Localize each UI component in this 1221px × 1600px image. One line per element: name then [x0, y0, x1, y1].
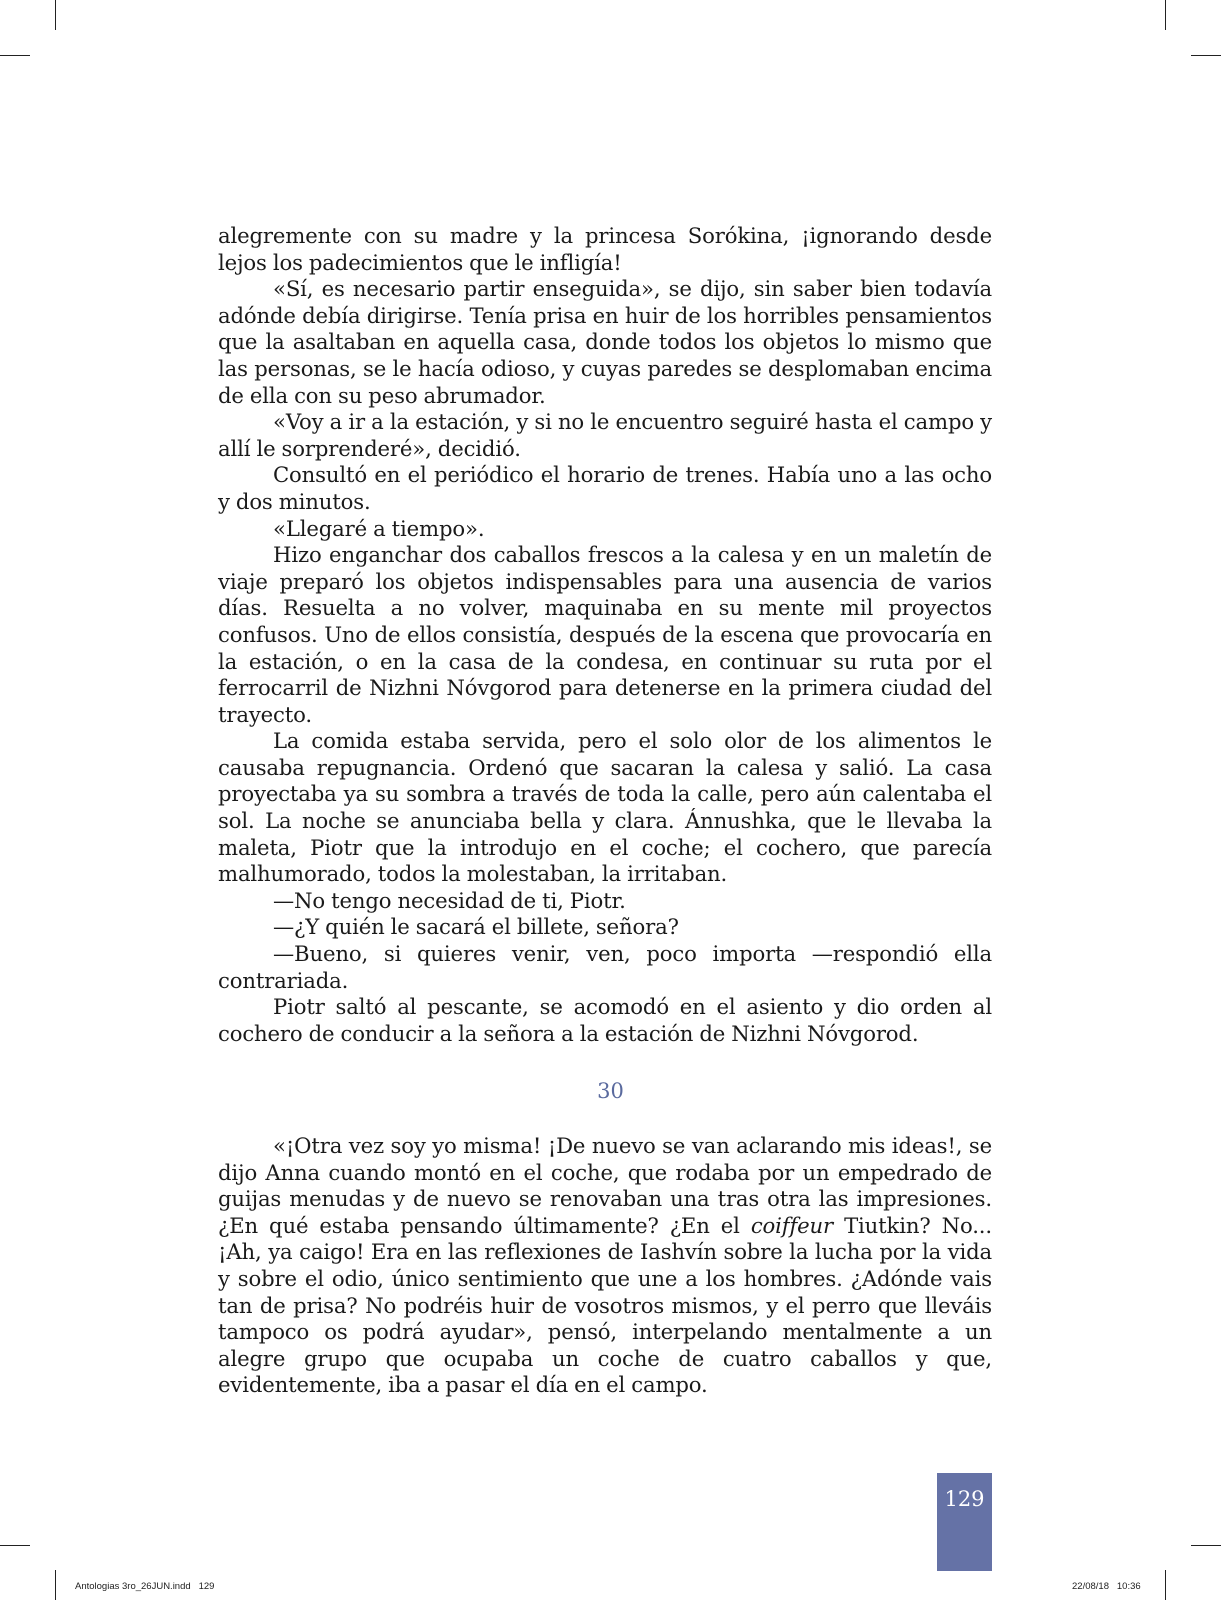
- paragraph: —No tengo necesidad de ti, Piotr.: [273, 887, 626, 913]
- crop-mark: [1191, 55, 1221, 56]
- paragraph-text: Tiutkin? No... ¡Ah, ya caigo! Era en las reflexiones de Iashvín sobre la lucha por la vida y sobre el odio, único sentimiento que une a los hombres. ¿Adónde vais tan de prisa? No podréis huir de vosotros mismos, y el perro que lleváis tampoco os podrá ayudar», pensó, interpelando mentalmente a un alegre grupo que ocupaba un coche de cuatro caballos y que, evidentemente, iba a pasar el día en el campo.: [218, 1212, 992, 1398]
- paragraph: alegremente con su madre y la princesa Sorókina, ¡ignorando desde lejos los padecimientos que le infligía!: [218, 223, 992, 275]
- crop-mark: [1165, 0, 1166, 30]
- paragraph: La comida estaba servida, pero el solo olor de los alimentos le causaba repugnancia. Ordenó que sacaran la calesa y salió. La casa proyectaba ya su sombra a través de toda la calle, pero aún calentaba el sol. La noche se anunciaba bella y clara. Ánnushka, que le llevaba la maleta, Piotr que la introdujo en el coche; el cochero, que parecía malhumorado, todos la molestaban, la irritaban.: [218, 728, 992, 887]
- crop-mark: [1191, 1545, 1221, 1546]
- paragraph: «Sí, es necesario partir enseguida», se dijo, sin saber bien todavía adónde debía dirigirse. Tenía prisa en huir de los horribles pensamientos que la asaltaban en aquella casa, donde todos los objetos lo mismo que las personas, se le hacía odioso, y cuyas paredes se desplomaban encima de ella con su peso abrumador.: [218, 276, 992, 408]
- body-text-bottom: [218, 1133, 992, 1399]
- paragraph-text: «¡Otra vez soy yo misma! ¡De nuevo se van aclarando mis ideas!, se dijo Anna cuando montó en el coche, que rodaba por un empedrado de guijas menudas y de nuevo se renovaban una tras otra las impresiones. ¿En qué estaba pensando últimamente? ¿En el: [218, 1133, 992, 1238]
- folio-tab: [937, 1473, 992, 1571]
- crop-mark: [0, 55, 30, 56]
- chapter-number: 30: [597, 1079, 624, 1103]
- page-number: 129: [944, 1487, 985, 1511]
- paragraph: —¿Y quién le sacará el billete, señora?: [273, 914, 679, 940]
- paragraph: Hizo enganchar dos caballos frescos a la calesa y en un maletín de viaje preparó los objetos indispensables para una ausencia de varios días. Resuelta a no volver, maquinaba en su mente mil proyectos confusos. Uno de ellos consistía, después de la escena que provocaría en la estación, o en la casa de la condesa, en continuar su ruta por el ferrocarril de Nizhni Nóvgorod para detenerse en la primera ciudad del trayecto.: [218, 542, 992, 727]
- paragraph: Piotr saltó al pescante, se acomodó en el asiento y dio orden al cochero de conducir a la señora a la estación de Nizhni Nóvgorod.: [218, 994, 992, 1046]
- crop-mark: [55, 1570, 56, 1600]
- crop-mark: [0, 1545, 30, 1546]
- italic-word: coiffeur: [750, 1212, 834, 1238]
- paragraph: —Bueno, si quieres venir, ven, poco importa —respondió ella contrariada.: [218, 941, 992, 993]
- body-text-top: [218, 223, 992, 1047]
- crop-mark: [1165, 1570, 1166, 1600]
- slug-date: 22/08/18 10:36: [1072, 1581, 1141, 1592]
- paragraph: [218, 1133, 992, 1399]
- slug-file-info: Antologias 3ro_26JUN.indd 129: [75, 1581, 215, 1592]
- paragraph: Consultó en el periódico el horario de trenes. Había uno a las ocho y dos minutos.: [218, 462, 992, 514]
- paragraph: «Voy a ir a la estación, y si no le encuentro seguiré hasta el campo y allí le sorprenderé», decidió.: [218, 409, 992, 461]
- paragraph: «Llegaré a tiempo».: [273, 515, 485, 541]
- crop-mark: [55, 0, 56, 30]
